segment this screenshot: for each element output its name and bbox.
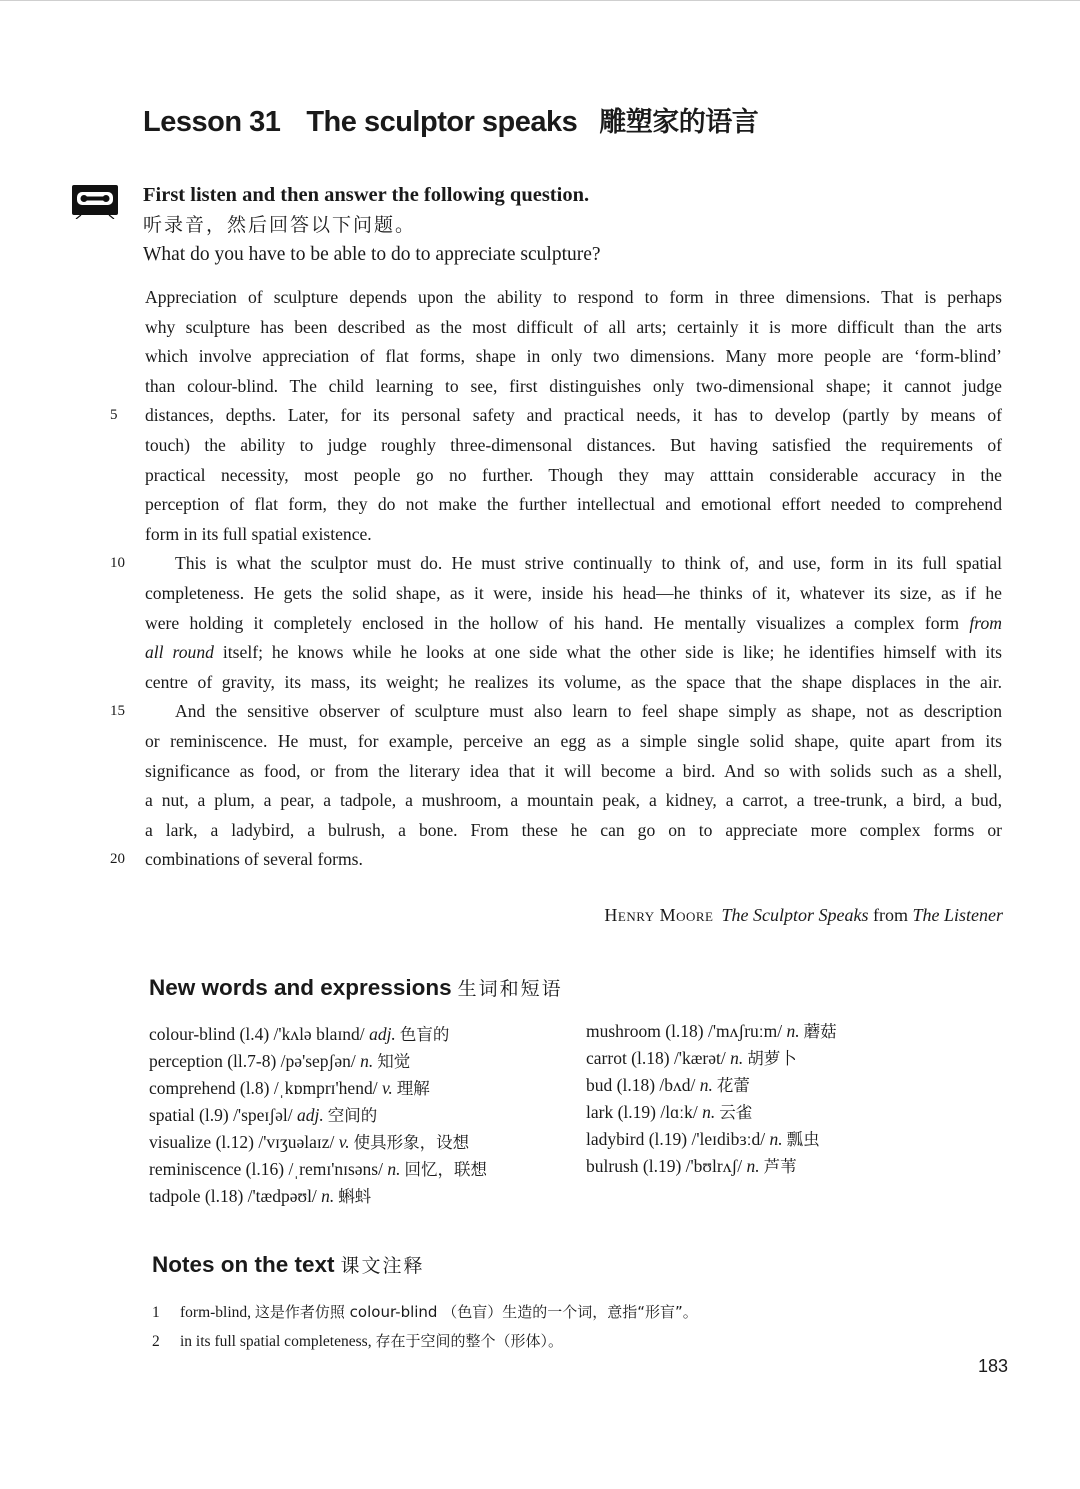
vocab-word: tadpole (l.18) /'tædpəʊl/ bbox=[149, 1186, 317, 1206]
vocab-pos: n. bbox=[387, 1159, 401, 1179]
passage-line: touch) the ability to judge roughly three-dimensonal distances. But having satisfied the requirements of bbox=[145, 435, 1002, 455]
vocab-item bbox=[149, 1129, 487, 1156]
passage-line: Appreciation of sculpture depends upon the ability to respond to form in three dimensions. That is perhaps bbox=[145, 287, 1002, 307]
vocab-item bbox=[149, 1075, 487, 1102]
vocab-item bbox=[149, 1102, 487, 1129]
new-words-title bbox=[149, 974, 563, 1001]
note-item bbox=[152, 1298, 698, 1327]
note-number: 2 bbox=[152, 1333, 160, 1350]
note-en: in its full spatial completeness, bbox=[180, 1333, 372, 1350]
vocab-pos: n. bbox=[360, 1051, 374, 1071]
vocab-zh: 蝌蚪 bbox=[338, 1187, 372, 1206]
vocab-item bbox=[586, 1018, 837, 1045]
vocab-zh: 蘑菇 bbox=[803, 1022, 837, 1041]
passage-line-text: itself; he knows while he looks at one side what the other side is like; he identifies himself with its bbox=[222, 642, 1002, 663]
notes-title bbox=[152, 1251, 425, 1278]
passage-line bbox=[145, 609, 1002, 639]
passage-line: distances, depths. Later, for its personal safety and practical needs, it has to develop (partly by means of bbox=[145, 405, 1002, 426]
vocab-pos: n. bbox=[730, 1048, 744, 1068]
vocab-pos: adj. bbox=[369, 1024, 396, 1044]
vocab-pos: adj. bbox=[296, 1105, 324, 1125]
vocab-pos: n. bbox=[746, 1156, 760, 1176]
line-number: 10 bbox=[110, 555, 125, 572]
vocab-word: perception (ll.7-8) /pə'sepʃən/ bbox=[149, 1051, 356, 1071]
vocab-pos: n. bbox=[321, 1186, 335, 1206]
line-number: 15 bbox=[110, 703, 125, 720]
vocab-word: lark (l.19) /lɑːk/ bbox=[586, 1102, 698, 1122]
vocab-pos: v. bbox=[338, 1132, 350, 1152]
notes-list bbox=[152, 1298, 698, 1356]
note-zh: 存在于空间的整个（形体）。 bbox=[375, 1332, 563, 1350]
notes-title-en: Notes on the text bbox=[152, 1252, 335, 1277]
passage-line: centre of gravity, its mass, its weight; he realizes its volume, as the space that the shape displaces in the air. bbox=[145, 671, 1002, 692]
vocab-word: colour-blind (l.4) /'kʌlə blaɪnd/ bbox=[149, 1024, 365, 1044]
vocab-zh: 使具形象，设想 bbox=[353, 1133, 470, 1152]
vocab-zh: 理解 bbox=[396, 1079, 430, 1098]
vocab-zh: 云雀 bbox=[719, 1103, 753, 1122]
passage-line: practical necessity, most people go no further. Though they may atttain considerable accuracy in the bbox=[145, 464, 1002, 485]
vocab-zh: 胡萝卜 bbox=[747, 1049, 797, 1068]
top-rule bbox=[0, 0, 1080, 1]
vocab-word: visualize (l.12) /'vɪʒuəlaɪz/ bbox=[149, 1132, 335, 1152]
vocab-word: carrot (l.18) /'kærət/ bbox=[586, 1048, 726, 1068]
vocab-word: mushroom (l.18) /'mʌʃruːm/ bbox=[586, 1021, 783, 1041]
vocab-zh: 瓢虫 bbox=[786, 1130, 820, 1149]
vocab-item bbox=[149, 1183, 487, 1210]
lesson-title-zh: 雕塑家的语言 bbox=[599, 107, 759, 138]
passage-line: than colour-blind. The child learning to see, first distinguishes only two-dimensional shape; it cannot judge bbox=[145, 375, 1002, 396]
vocab-zh: 花蕾 bbox=[716, 1076, 750, 1095]
italic-from: from bbox=[969, 612, 1002, 633]
attribution bbox=[604, 905, 1003, 926]
vocab-zh: 芦苇 bbox=[763, 1157, 797, 1176]
vocab-pos: n. bbox=[786, 1021, 800, 1041]
pre-question bbox=[143, 180, 1023, 270]
passage-line-text: were holding it completely enclosed in the hollow of his hand. He mentally visualizes a complex form bbox=[145, 612, 960, 633]
vocab-pos: n. bbox=[699, 1075, 713, 1095]
passage-line: significance as food, or from the literary idea that it will become a bird. And so with solids such as a shell, bbox=[145, 760, 1002, 781]
passage-line: a lark, a ladybird, a bulrush, a bone. From these he can go on to appreciate more complex forms or bbox=[145, 819, 1002, 840]
vocab-item bbox=[149, 1156, 487, 1183]
line-number: 20 bbox=[110, 851, 125, 868]
vocab-word: reminiscence (l.16) /ˌremɪ'nɪsəns/ bbox=[149, 1159, 383, 1179]
vocab-word: bulrush (l.19) /'bʊlrʌʃ/ bbox=[586, 1156, 743, 1176]
vocab-zh: 色盲的 bbox=[399, 1025, 450, 1044]
attribution-work: The Sculptor Speaks bbox=[721, 905, 869, 925]
vocab-column-right bbox=[586, 1018, 837, 1180]
italic-all-round: all round bbox=[145, 642, 214, 663]
vocab-zh: 空间的 bbox=[327, 1106, 378, 1125]
vocab-item bbox=[586, 1045, 837, 1072]
question-heading: First listen and then answer the following question. bbox=[143, 184, 590, 206]
lesson-number: Lesson 31 bbox=[143, 106, 281, 138]
passage-line: which involve appreciation of flat forms, shape in only two dimensions. Many more people are ‘form-blind’ bbox=[145, 346, 1002, 367]
new-words-title-en: New words and expressions bbox=[149, 975, 452, 1000]
passage-line: completeness. He gets the solid shape, as it were, inside his head—he thinks of it, whatever its size, as if he bbox=[145, 583, 1002, 603]
vocab-word: bud (l.18) /bʌd/ bbox=[586, 1075, 696, 1095]
vocab-item bbox=[586, 1099, 837, 1126]
vocab-item bbox=[149, 1021, 487, 1048]
page-number: 183 bbox=[977, 1356, 1008, 1376]
passage-line: combinations of several forms. bbox=[145, 849, 363, 870]
vocab-zh: 回忆，联想 bbox=[404, 1160, 487, 1179]
note-item bbox=[152, 1327, 698, 1356]
notes-title-zh: 课文注释 bbox=[340, 1255, 425, 1277]
vocab-pos: n. bbox=[702, 1102, 716, 1122]
question-text: What do you have to be able to do to appreciate sculpture? bbox=[143, 244, 601, 265]
vocab-word: ladybird (l.19) /'leɪdibɜːd/ bbox=[586, 1129, 766, 1149]
note-en: form-blind, bbox=[180, 1304, 252, 1321]
passage-line: why sculpture has been described as the most difficult of all arts; certainly it is more difficult than the arts bbox=[145, 316, 1002, 337]
passage-line bbox=[145, 638, 1002, 668]
note-number: 1 bbox=[152, 1304, 160, 1321]
attribution-source: The Listener bbox=[912, 905, 1003, 925]
vocab-item bbox=[149, 1048, 487, 1075]
vocab-word: comprehend (l.8) /ˌkɒmprɪ'hend/ bbox=[149, 1078, 378, 1098]
vocab-pos: n. bbox=[769, 1129, 783, 1149]
cassette-icon bbox=[70, 183, 120, 219]
vocab-zh: 知觉 bbox=[377, 1052, 411, 1071]
vocab-item bbox=[586, 1072, 837, 1099]
attribution-author: Henry Moore bbox=[604, 905, 714, 925]
line-number: 5 bbox=[110, 407, 118, 424]
passage-line: a nut, a plum, a pear, a tadpole, a mushroom, a mountain peak, a kidney, a carrot, a tree-trunk, a bird, a bud, bbox=[145, 790, 1002, 811]
passage-line: or reminiscence. He must, for example, perceive an egg as a simple single solid shape, quite apart from its bbox=[145, 731, 1002, 751]
vocab-item bbox=[586, 1126, 837, 1153]
vocab-item bbox=[586, 1153, 837, 1180]
passage-line: perception of flat form, they do not make the further intellectual and emotional effort needed to comprehend bbox=[145, 494, 1002, 515]
vocab-pos: v. bbox=[381, 1078, 393, 1098]
vocab-column-left bbox=[149, 1021, 487, 1210]
lesson-title-en: The sculptor speaks bbox=[306, 106, 578, 138]
passage-line: form in its full spatial existence. bbox=[145, 523, 372, 544]
lesson-title bbox=[143, 100, 758, 139]
vocab-word: spatial (l.9) /'speɪʃəl/ bbox=[149, 1105, 293, 1125]
passage-line: And the sensitive observer of sculpture must also learn to feel shape simply as shape, not as description bbox=[175, 701, 1002, 722]
passage-line: This is what the sculptor must do. He must strive continually to think of, and use, form in its full spatial bbox=[175, 553, 1002, 574]
new-words-title-zh: 生词和短语 bbox=[457, 978, 563, 1000]
question-heading-zh: 听录音，然后回答以下问题。 bbox=[143, 214, 417, 236]
note-zh: 这是作者仿照 colour-blind （色盲）生造的一个词，意指“形盲”。 bbox=[254, 1303, 698, 1321]
attribution-from: from bbox=[872, 905, 908, 925]
